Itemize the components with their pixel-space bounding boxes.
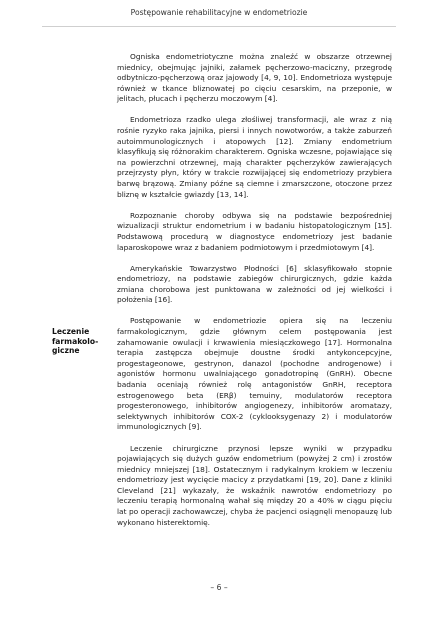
page-number: – 6 –: [210, 583, 228, 592]
main-text: [117, 52, 392, 539]
paragraph-1: Ogniska endometriotyczne można znaleźć w obszarze otrzewnej miednicy, obejmując jajniki, załamek pęcherzowo-maciczny, przegrodę odbytniczo-pęcherzową oraz jajowody [4, 9, 10]. Endometrioza występuje również w tkance bliznowatej po cięciu cesarskim, na przeponie, w jelitach, płucach i pęcherzu moczowym [4].: [117, 52, 392, 104]
paragraph-5: Postępowanie w endometriozie opiera się na leczeniu farmakologicznym, gdzie głównym celem postępowania jest zahamowanie owulacji i krwawienia miesiączkowego [17]. Hormonalna terapia zastępcza obejmuje doustne środki antykoncepcyjne, progestageonowe, gestrynon, danazol (pochodne androgenowe) i agonistów hormonu uwalniającego gonadotropinę (GnRH). Obecne badania oceniają również rolę antagonistów GnRH, receptora estrogenowego beta (ERβ) temuiny, modulatorów receptora progesteronowego, inhibitorów angiogenezy, inhibitorów aromatazy, selektywnych inhibitorów COX-2 (cyklooksygenazy 2) i modulatorów immunologicznych [9].: [117, 316, 392, 432]
paragraph-3: Rozpoznanie choroby odbywa się na podstawie bezpośredniej wizualizacji struktur endometrium i w badaniu histopatologicznym [15]. Podstawową procedurą w diagnostyce endometriozy jest badanie laparoskopowe wraz z badaniem podmiotowym i przedmiotowym [4].: [117, 210, 392, 252]
paragraph-2: Endometrioza rzadko ulega złośliwej transformacji, ale wraz z nią rośnie ryzyko raka jajnika, piersi i innych nowotworów, a także zaburzeń autoimmunologicznych i atopowych [12]. Zmiany endometrium klasyfikują się różnorakim charakterem. Ogniska wczesne, pojawiające się na powierzchni otrzewnej, mają charakter pęcherzyków zawierających przejrzysty płyn, który w trakcie rozwijającej się endometriozy przybiera barwę brązową. Zmiany późne są ciemne i zmarszczone, otoczone przez bliznę w kształcie gwiazdy [13, 14].: [117, 115, 392, 199]
paragraph-6: Leczenie chirurgiczne przynosi lepsze wyniki w przypadku pojawiających się dużych guzów endometrium (powyżej 2 cm) i zrostów miednicy mniejszej [18]. Ostatecznym i radykalnym krokiem w leczeniu endometriozy jest wycięcie macicy z przydatkami [19, 20]. Dane z kliniki Cleveland [21] wykazały, że wskaźnik nawrotów endometriozy po leczeniu terapią hormonalną wahał się między 20 a 40% w ciągu pięciu lat po operacji zachowawczej, chyba że pacjenci osiągnęli menopauzę lub wykonano histerektomię.: [117, 443, 392, 527]
running-header: [42, 0, 396, 27]
margin-note-pharmacological-treatment: Leczenie farmakolo-giczne: [52, 327, 99, 356]
header-title: Postępowanie rehabilitacyjne w endometriozie: [130, 8, 308, 17]
paragraph-4: Amerykańskie Towarzystwo Płodności [6] sklasyfikowało stopnie endometriozy, na podstawie zabiegów chirurgicznych, gdzie każda zmiana chorobowa jest punktowana w zależności od jej wielkości i położenia [16].: [117, 263, 392, 305]
